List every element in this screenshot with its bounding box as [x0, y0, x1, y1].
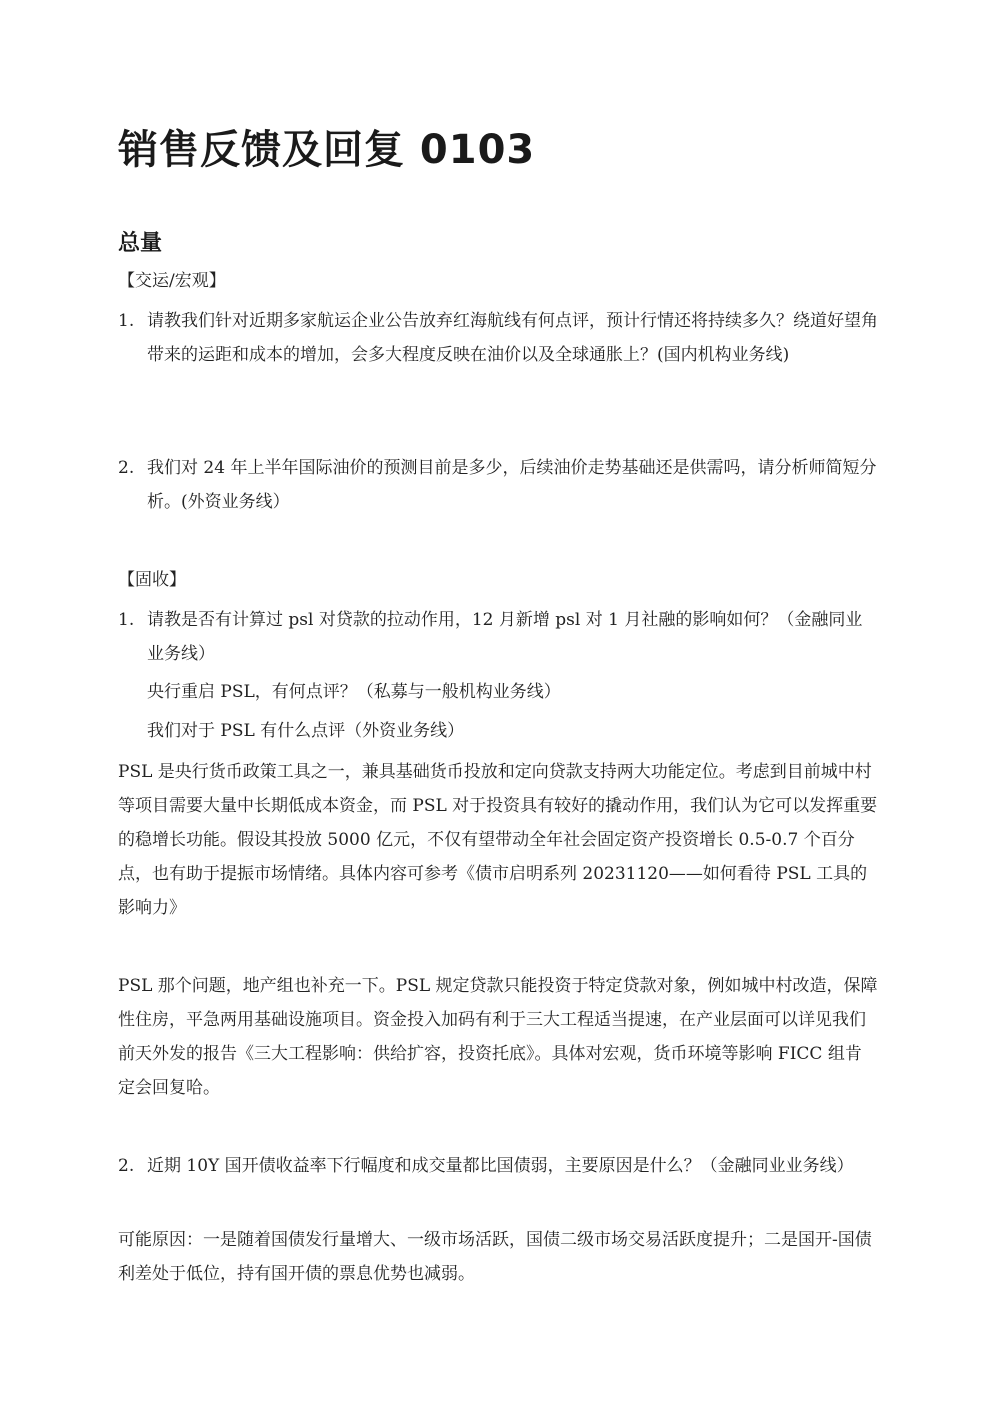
list-item-text: 请教我们针对近期多家航运企业公告放弃红海航线有何点评，预计行情还将持续多久？绕道好望角带来的运距和成本的增加，会多大程度反映在油价以及全球通胀上？(国内机构业务线) [147, 311, 878, 365]
answer-paragraph: 可能原因：一是随着国债发行量增大、一级市场活跃，国债二级市场交易活跃度提升；二是国开-国债利差处于低位，持有国开债的票息优势也减弱。 [118, 1230, 872, 1284]
list-number: 2. [118, 458, 135, 478]
list-item [118, 304, 878, 372]
list-item [118, 451, 878, 519]
related-question: 我们对于 PSL 有什么点评（外资业务线） [147, 721, 465, 741]
related-question: 央行重启 PSL，有何点评？（私募与一般机构业务线） [147, 682, 561, 702]
section-heading: 总量 [118, 231, 163, 256]
list-item [118, 603, 878, 671]
list-number: 1. [118, 610, 135, 630]
list-item [118, 1149, 878, 1183]
document-title: 销售反馈及回复 0103 [118, 127, 536, 173]
group-label-fixed-income: 【固收】 [118, 570, 186, 590]
answer-paragraph: PSL 是央行货币政策工具之一，兼具基础货币投放和定向贷款支持两大功能定位。考虑到目前城中村等项目需要大量中长期低成本资金，而 PSL 对于投资具有较好的撬动作用，我们认为它可以发挥重要的稳增长功能。假设其投放 5000 亿元，不仅有望带动全年社会固定资产投资增长 0.5-0.7 个百分点，也有助于提振市场情绪。具体内容可参考《债市启明系列 20231120——如何看待 PSL 工具的影响力》 [118, 762, 878, 918]
list-item-text: 近期 10Y 国开债收益率下行幅度和成交量都比国债弱，主要原因是什么？（金融同业业务线） [147, 1156, 854, 1176]
group-label-transport-macro: 【交运/宏观】 [118, 271, 226, 291]
list-number: 2. [118, 1156, 135, 1176]
list-item-text: 请教是否有计算过 psl 对贷款的拉动作用，12 月新增 psl 对 1 月社融的影响如何？（金融同业业务线） [147, 610, 863, 664]
list-number: 1. [118, 311, 135, 331]
list-item-text: 我们对 24 年上半年国际油价的预测目前是多少，后续油价走势基础还是供需吗，请分析师简短分析。(外资业务线） [147, 458, 877, 512]
answer-paragraph: PSL 那个问题，地产组也补充一下。PSL 规定贷款只能投资于特定贷款对象，例如城中村改造，保障性住房，平急两用基础设施项目。资金投入加码有利于三大工程适当提速，在产业层面可以详见我们前天外发的报告《三大工程影响：供给扩容，投资托底》。具体对宏观，货币环境等影响 FICC 组肯定会回复哈。 [118, 976, 878, 1098]
